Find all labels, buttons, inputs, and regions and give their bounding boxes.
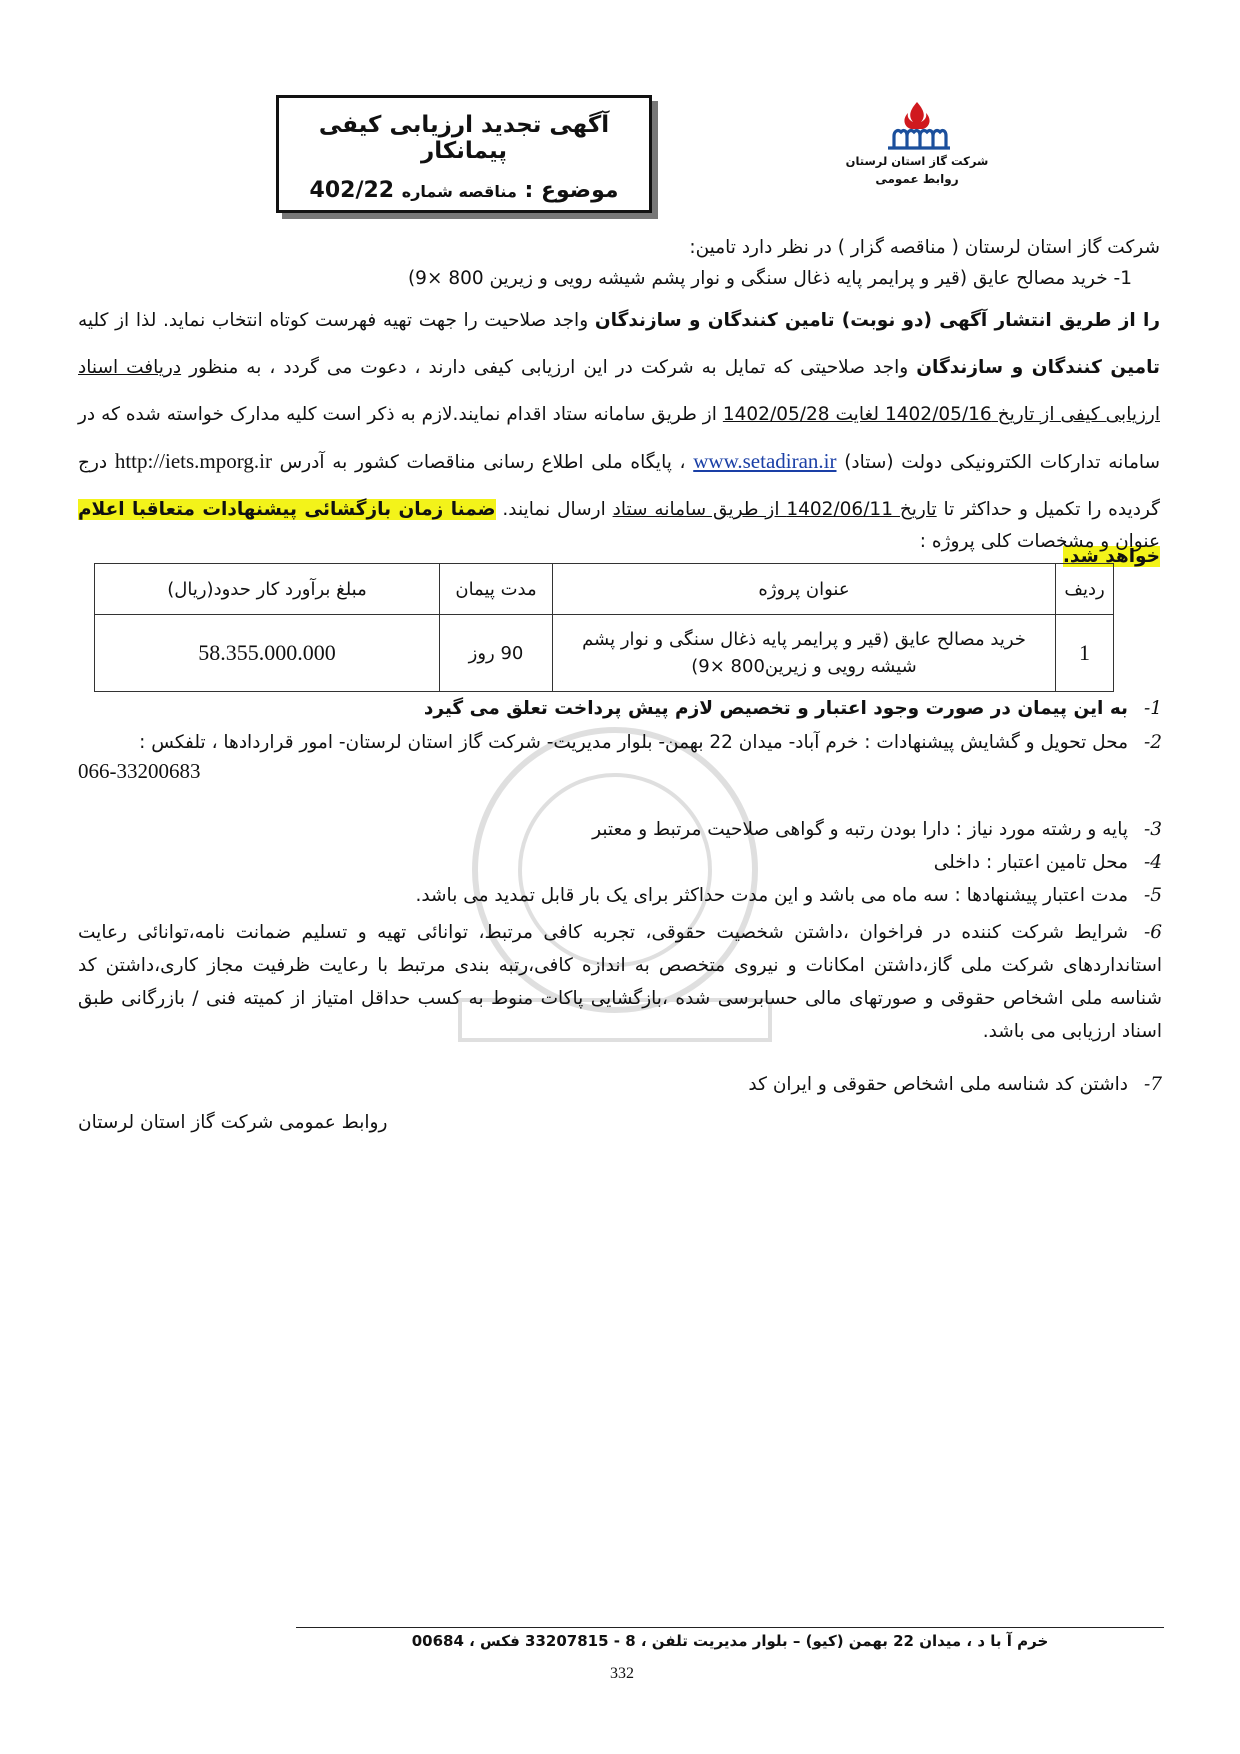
condition-number: 7- (1143, 1074, 1162, 1095)
opening-notice-highlight: ضمنا زمان بازگشائی پیشنهادات متعاقبا اعلام خواهد شد. (78, 499, 1160, 567)
project-duration: 90 روز (440, 615, 553, 692)
table-row (95, 615, 1114, 692)
title-box (276, 95, 652, 213)
footer-divider (296, 1627, 1164, 1628)
intro-text-3: از طریق سامانه ستاد اقدام نمایند.لازم به ذکر است کلیه مدارک خواسته شده که در سامانه (78, 404, 1160, 473)
project-title-line2: شیشه رویی و زیرین800 ×9) (691, 656, 917, 677)
contact-telfax: 066-33200683 (78, 759, 201, 783)
announcement-title: آگهی تجدید ارزیابی کیفی پیمانکار (318, 112, 610, 164)
condition-text: شرایط شرکت کننده در فراخوان ،داشتن شخصیت حقوقی، تجربه کافی مرتبط، توانائی تهیه و تسلیم ضمانت نامه،توانائی رعایت استانداردهای شرکت ملی گاز،داشتن امکانات و نیروی متخصص به اندازه کافی،رتبه بندی مرتبط با رعایت ظرفیت مجاز کاری،داشتن کد شناسه ملی اشخاص حقوقی و صورتهای مالی حسابرسی شده ،بازگشایی پاکات منوط به کسب حداقل امتیاز از کمیته فنی / بازرگانی طبق اسناد ارزیابی می باشد. (78, 922, 1162, 1042)
project-amount: 58.355.000.000 (95, 615, 440, 692)
tender-label: مناقصه شماره (401, 182, 517, 201)
company-logo (842, 98, 992, 204)
logo-dept-name: روابط عمومی (875, 172, 959, 186)
condition-number: 1- (1143, 698, 1162, 719)
condition-text: داشتن کد شناسه ملی اشخاص حقوقی و ایران کد (748, 1074, 1128, 1095)
condition-number: 6- (1143, 922, 1162, 943)
project-title-line1: خرید مصالح عایق (قیر و پرایمر پایه ذغال سنگی و نوار پشم (582, 629, 1026, 650)
signature: روابط عمومی شرکت گاز استان لرستان (78, 1112, 388, 1133)
tender-number: 402/22 (309, 178, 395, 203)
logo-org-name: شرکت گاز استان لرستان (845, 154, 989, 168)
table-header-row (95, 564, 1114, 615)
gas-flame-logo-icon (880, 98, 954, 152)
footer-address: خرم آ با د ، میدان 22 بهمن (کیو) – بلوار مدیریت تلفن ، 8 - 33207815 فکس ، 00684 (411, 1632, 1049, 1650)
intro-text-5: ، پایگاه ملی اطلاع رسانی مناقصات کشور به آدرس (279, 452, 686, 473)
page-number: 332 (610, 1665, 634, 1682)
intro-text-8: ارسال نمایند. (502, 499, 606, 520)
condition-text: مدت اعتبار پیشنهادها : سه ماه می باشد و این مدت حداکثر برای یک بار قابل تمدید می باشد. (415, 885, 1128, 906)
intro-item (78, 264, 1132, 293)
col-header-duration: مدت پیمان (440, 564, 553, 615)
condition-text: محل تحویل و گشایش پیشنهادات : خرم آباد- میدان 22 بهمن- بلوار مدیریت- شرکت گاز استان لرستان- امور قراردادها ، تلفکس : (139, 732, 1128, 753)
document-dates: دریافت اسناد ارزیابی کیفی از تاریخ 1402/05/16 لغایت 1402/05/28 (78, 357, 1160, 425)
intro-text-7: گردیده را تکمیل و حداکثر تا (943, 499, 1160, 520)
submission-deadline: تاریخ 1402/06/11 از طریق سامانه ستاد (612, 499, 937, 520)
tender-subject (279, 178, 649, 203)
subject-label: موضوع : (524, 178, 619, 203)
intro-line: شرکت گاز استان لرستان ( مناقصه گزار ) در نظر دارد تامین: (689, 237, 1160, 258)
intro-text-2: واجد صلاحیتی که تمایل به شرکت در این ارزیابی کیفی دارند ، دعوت می گردد ، به منظور (189, 357, 909, 378)
watermark-icon (400, 700, 830, 1080)
intro-text-4: تدارکات الکترونیکی دولت (ستاد) (844, 452, 1101, 473)
project-spec-heading: عنوان و مشخصات کلی پروژه : (919, 531, 1160, 552)
setad-link[interactable]: www.setadiran.ir (693, 449, 837, 473)
condition-number: 4- (1143, 852, 1162, 873)
condition-text: محل تامین اعتبار : داخلی (933, 852, 1128, 873)
project-table (94, 563, 1114, 692)
intro-text-6: درج (78, 452, 108, 473)
suppliers-label: تامین کنندگان و سازندگان (916, 357, 1160, 378)
iets-url[interactable]: http://iets.mporg.ir (114, 449, 272, 473)
col-header-amount: مبلغ برآورد کار حدود(ریال) (95, 564, 440, 615)
condition-text: به این پیمان در صورت وجود اعتبار و تخصیص لازم پیش پرداخت تعلق می گیرد (423, 698, 1128, 719)
row-number: 1 (1056, 615, 1114, 692)
intro-item-text: خرید مصالح عایق (قیر و پرایمر پایه ذغال سنگی و نوار پشم شیشه رویی و زیرین 800 ×9) (407, 268, 1108, 289)
intro-text-1: واجد صلاحیت را جهت تهیه فهرست کوتاه انتخاب نماید. لذا از کلیه (78, 310, 589, 331)
condition-number: 5- (1143, 885, 1162, 906)
condition-text: پایه و رشته مورد نیاز : دارا بودن رتبه و گواهی صلاحیت مرتبط و معتبر (592, 819, 1128, 840)
project-title (553, 615, 1056, 692)
condition-number: 3- (1143, 819, 1162, 840)
col-header-row: ردیف (1056, 564, 1114, 615)
publication-method: را از طریق انتشار آگهی (دو نوبت) تامین کنندگان و سازندگان (594, 310, 1160, 331)
condition-number: 2- (1143, 732, 1162, 753)
intro-item-number: 1- (1113, 268, 1132, 289)
col-header-title: عنوان پروژه (553, 564, 1056, 615)
